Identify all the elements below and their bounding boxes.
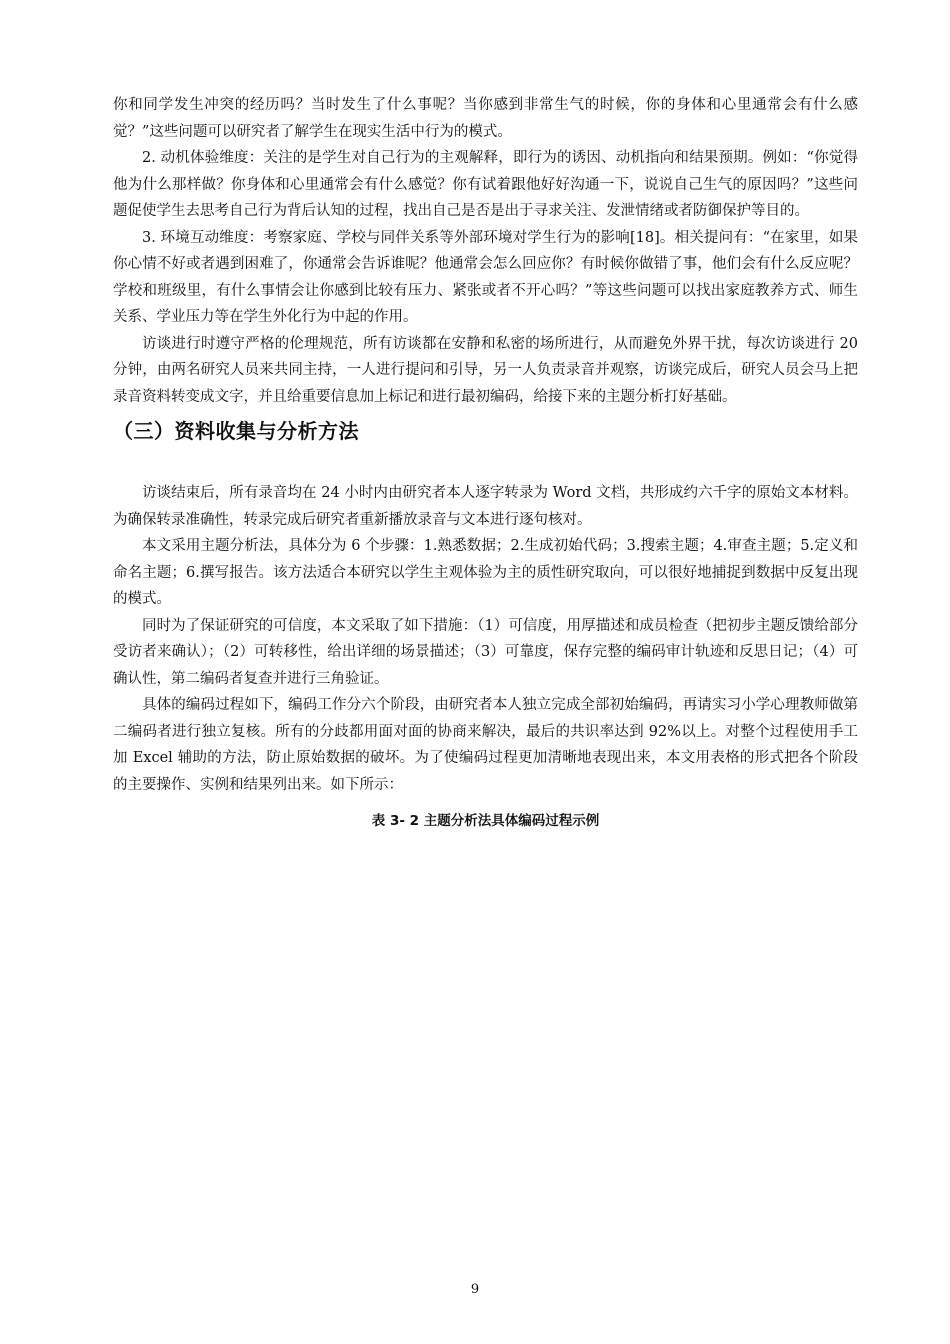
paragraph: 3. 环境互动维度：考察家庭、学校与同伴关系等外部环境对学生行为的影响[18]。相关提问有：“在家里，如果你心情不好或者遇到困难了，你通常会告诉谁呢？他通常会怎么回应你？有时候你做错了事，他们会有什么反应呢？学校和班级里，有什么事情会让你感到比较有压力、紧张或者不开心吗？”等这些问题可以找出家庭教养方式、师生关系、学业压力等在学生外化行为中起的作用。 bbox=[113, 229, 858, 325]
paragraph: 2. 动机体验维度：关注的是学生对自己行为的主观解释，即行为的诱因、动机指向和结果预期。例如：“你觉得他为什么那样做？你身体和心里通常会有什么感觉？你有试着跟他好好沟通一下，说说自己生气的原因吗？”这些问题促使学生去思考自己行为背后认知的过程，找出自己是否是出于寻求关注、发泄情绪或者防御保护等目的。 bbox=[113, 150, 858, 219]
paragraph: 具体的编码过程如下，编码工作分六个阶段，由研究者本人独立完成全部初始编码，再请实习小学心理教师做第二编码者进行独立复核。所有的分歧都用面对面的协商来解决，最后的共识率达到 92%以上。对整个过程使用手工加 Excel 辅助的方法，防止原始数据的破坏。为了使编码过程更加清晰地表现出来，本文用表格的形式把各个阶段的主要操作、实例和结果列出来。如下所示： bbox=[113, 697, 858, 793]
paragraph: 本文采用主题分析法，具体分为 6 个步骤：1.熟悉数据；2.生成初始代码；3.搜索主题；4.审查主题；5.定义和命名主题；6.撰写报告。该方法适合本研究以学生主观体验为主的质性研究取向，可以很好地捕捉到数据中反复出现的模式。 bbox=[113, 538, 858, 607]
paragraph: 同时为了保证研究的可信度，本文采取了如下措施：（1）可信度，用厚描述和成员检查（把初步主题反馈给部分受访者来确认）；（2）可转移性，给出详细的场景描述；（3）可靠度，保存完整的编码审计轨迹和反思日记；（4）可确认性，第二编码者复查并进行三角验证。 bbox=[113, 617, 858, 687]
table-caption: 表 3- 2 主题分析法具体编码过程示例 bbox=[371, 813, 600, 829]
section-heading: （三）资料收集与分析方法 bbox=[113, 419, 359, 443]
body-text bbox=[113, 92, 858, 832]
page-number: 9 bbox=[470, 1282, 480, 1297]
paragraph: 访谈进行时遵守严格的伦理规范，所有访谈都在安静和私密的场所进行，从而避免外界干扰，每次访谈进行 20 分钟，由两名研究人员来共同主持，一人进行提问和引导，另一人负责录音并观察，访谈完成后，研究人员会马上把录音资料转变成文字，并且给重要信息加上标记和进行最初编码，给接下来的主题分析打好基础。 bbox=[113, 335, 858, 405]
paragraph: 访谈结束后，所有录音均在 24 小时内由研究者本人逐字转录为 Word 文档，共形成约六千字的原始文本材料。为确保转录准确性，转录完成后研究者重新播放录音与文本进行逐句核对。 bbox=[113, 485, 858, 528]
paragraph: 你和同学发生冲突的经历吗？当时发生了什么事呢？当你感到非常生气的时候，你的身体和心里通常会有什么感觉？”这些问题可以研究者了解学生在现实生活中行为的模式。 bbox=[113, 97, 858, 140]
